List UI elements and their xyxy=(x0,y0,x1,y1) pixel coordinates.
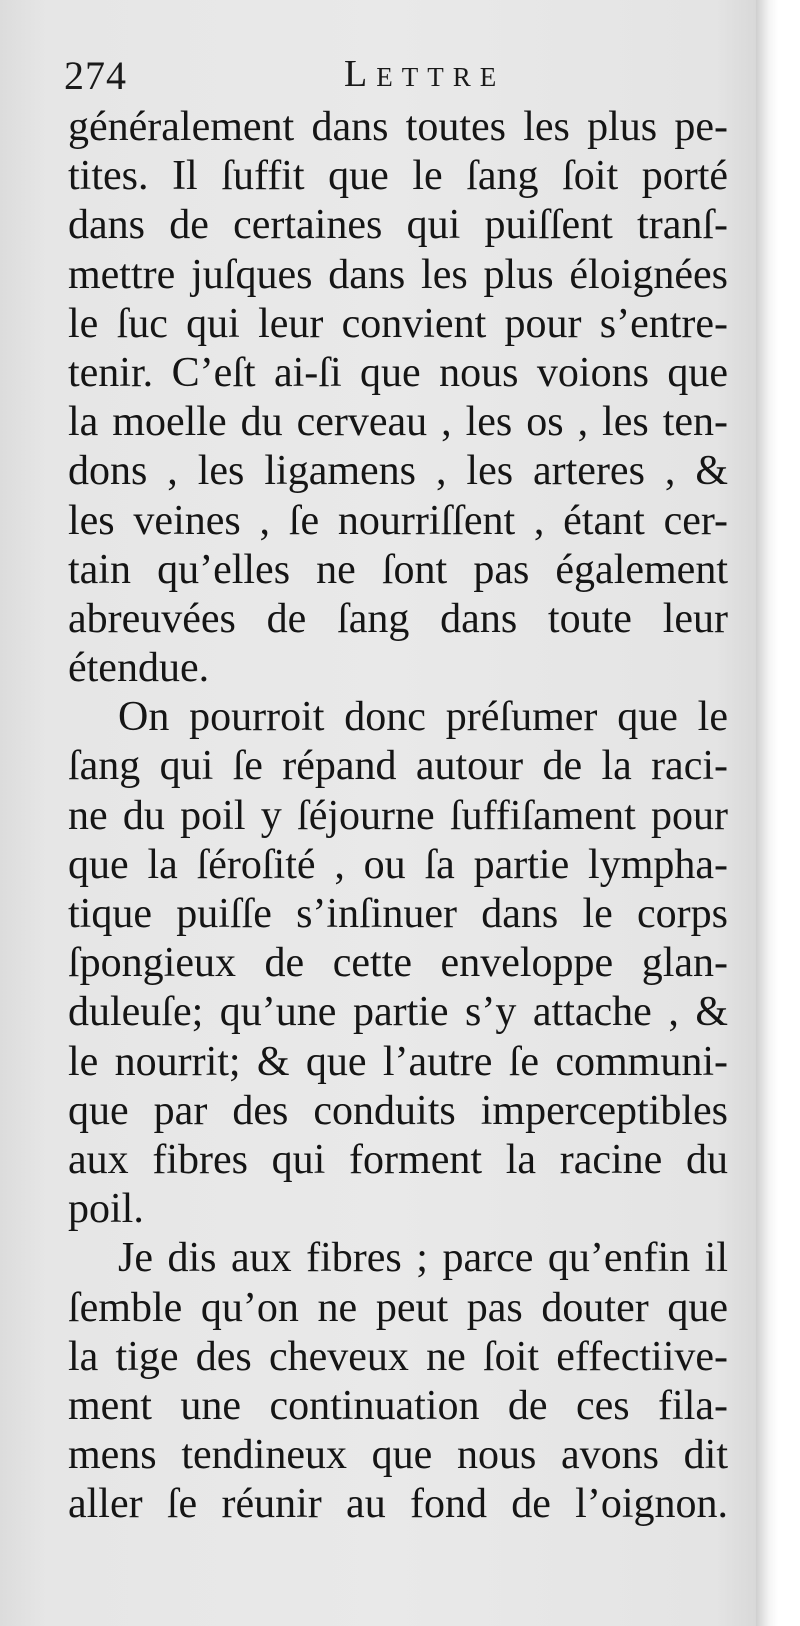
text-line: les veines , ſe nourriſſent , étant cer- xyxy=(68,497,728,544)
text-line: aux fibres qui forment la racine du xyxy=(68,1136,728,1183)
text-line: le nourrit; & que l’autre ſe communi- xyxy=(68,1038,728,1085)
text-line: ſpongieux de cette enveloppe glan- xyxy=(68,940,728,987)
page-number: 274 xyxy=(64,53,127,98)
paragraph-end-line: poil. xyxy=(68,1186,144,1233)
text-line: tain qu’elles ne ſont pas également xyxy=(68,546,728,593)
text-line: ſemble qu’on ne peut pas douter que xyxy=(68,1284,728,1331)
text-line: mens tendineux que nous avons dit xyxy=(68,1432,728,1479)
text-line: le ſuc qui leur convient pour s’entre- xyxy=(68,300,728,347)
text-line: généralement dans toutes les plus pe- xyxy=(68,104,728,150)
paragraph-start-line: Je dis aux fibres ; parce qu’enfin il xyxy=(118,1235,728,1282)
text-line: tique puiſſe s’inſinuer dans le corps xyxy=(68,891,728,937)
body-text xyxy=(68,103,728,1529)
running-head: Lettre xyxy=(344,53,506,95)
page-edge xyxy=(756,0,778,1626)
text-line: mettre juſques dans les plus éloignées xyxy=(68,251,728,298)
text-line: dans de certaines qui puiſſent tranſ- xyxy=(68,202,728,249)
page-header xyxy=(64,50,724,102)
text-line: dons , les ligamens , les arteres , & xyxy=(68,448,728,495)
text-line: ſang qui ſe répand autour de la raci- xyxy=(68,743,728,790)
text-line: tenir. C’eſt ai-ſi que nous voions que xyxy=(68,349,728,396)
paragraph-end-line: étendue. xyxy=(68,645,210,692)
paragraph-start-line: On pourroit donc préſumer que le xyxy=(118,694,728,741)
text-line: aller ſe réunir au fond de l’oignon. xyxy=(68,1481,728,1528)
text-line: la tige des cheveux ne ſoit effectiive- xyxy=(68,1333,728,1380)
text-line: que par des conduits imperceptibles xyxy=(68,1087,728,1134)
text-line: duleuſe; qu’une partie s’y attache , & xyxy=(68,989,728,1036)
text-line: abreuvées de ſang dans toute leur xyxy=(68,595,728,642)
text-line: ment une continuation de ces fila- xyxy=(68,1382,728,1429)
text-line: que la ſéroſité , ou ſa partie lympha- xyxy=(68,841,728,888)
text-line: la moelle du cerveau , les os , les ten- xyxy=(68,399,728,446)
text-line: ne du poil y ſéjourne ſuffiſament pour xyxy=(68,792,728,839)
text-line: tites. Il ſuffit que le ſang ſoit porté xyxy=(68,153,728,200)
